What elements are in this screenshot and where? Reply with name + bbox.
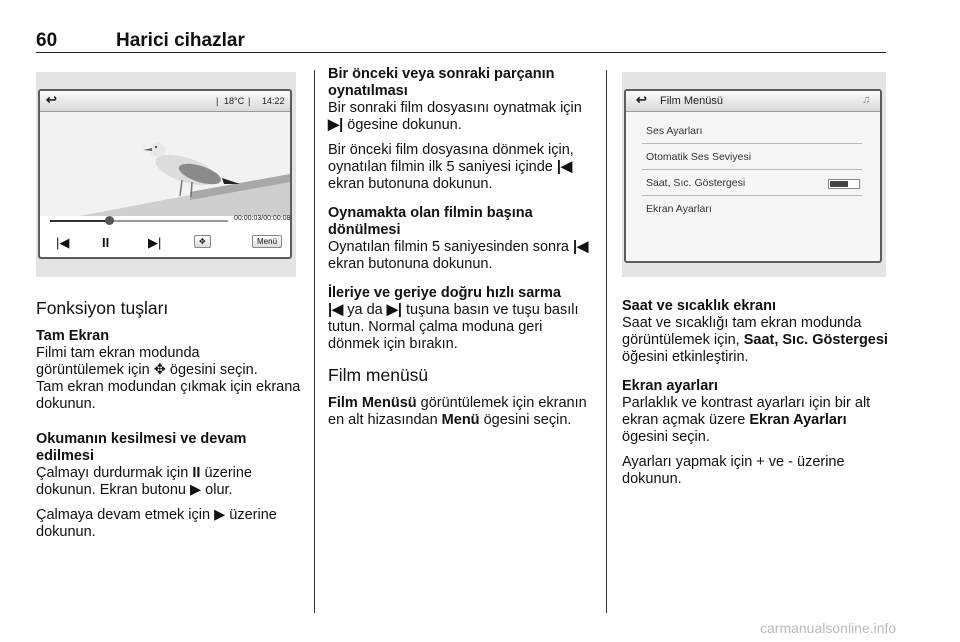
page-title: Harici cihazlar	[116, 30, 245, 51]
elapsed-time: 00:00:03/00:00:08	[234, 215, 291, 222]
back-icon[interactable]: ↩	[636, 92, 647, 107]
temperature-readout: 18°C	[224, 96, 245, 106]
page-header	[36, 30, 886, 52]
resume-paragraph: Çalmaya devam etmek için ▶ üzerine dokunun.	[36, 507, 277, 540]
subheading-full-screen: Tam Ekran	[36, 328, 110, 344]
playback-progress-bar[interactable]	[50, 220, 228, 222]
fullscreen-button[interactable]	[194, 235, 211, 248]
column-divider-2	[606, 70, 607, 613]
subheading-pause-resume: Okumanın kesilmesi ve devam edilmesi	[36, 431, 247, 464]
previous-track-icon[interactable]: |◀	[56, 235, 70, 250]
section-heading-function-keys: Fonksiyon tuşları	[36, 298, 169, 318]
video-frame-seagull	[40, 112, 290, 216]
film-menu-paragraph: Film Menüsü görüntülemek için ekranın en alt hizasından Menü ögesini seçin.	[328, 395, 587, 428]
subheading-restart: Oynamakta olan filmin başına dönülmesi	[328, 205, 533, 238]
display-settings-paragraph: Parlaklık ve kontrast ayarları için bir alt ekran açmak üzere Ekran Ayarları ögesini seçin.	[622, 395, 871, 445]
subheading-fast-forward: İleriye ve geriye doğru hızlı sarma	[328, 285, 561, 301]
pause-icon: II	[192, 465, 201, 481]
subheading-prev-next: Bir önceki veya sonraki parçanın oynatılması	[328, 66, 555, 99]
fullscreen-icon: ✥	[153, 362, 166, 378]
next-track-icon[interactable]: ▶|	[148, 235, 162, 250]
full-screen-line-1: Filmi tam ekran modunda	[36, 345, 200, 361]
clock-temp-paragraph: Saat ve sıcaklığı tam ekran modunda görüntülemek için, Saat, Sıc. Göstergesi öğesini etkinleştirin.	[622, 315, 888, 365]
subheading-display-settings: Ekran ayarları	[622, 378, 718, 394]
page-number: 60	[36, 30, 58, 51]
pause-paragraph: Çalmayı durdurmak için II üzerine dokunun. Ekran butonu ▶ olur.	[36, 465, 252, 498]
video-player-illustration	[36, 72, 296, 277]
pause-icon[interactable]: II	[102, 235, 110, 250]
playback-progress-knob[interactable]	[105, 216, 114, 225]
adjust-paragraph: Ayarları yapmak için + ve - üzerine dokunun.	[622, 454, 845, 487]
previous-track-icon: |◀	[328, 302, 344, 318]
back-icon[interactable]: ↩	[46, 92, 57, 107]
watermark: carmanualsonline.info	[760, 620, 897, 636]
film-menu-screen	[624, 89, 882, 263]
clock-readout: 14:22	[262, 96, 285, 106]
subheading-clock-temp: Saat ve sıcaklık ekranı	[622, 298, 776, 314]
column-2-text	[328, 66, 596, 437]
section-heading-film-menu: Film menüsü	[328, 365, 429, 385]
video-player-screen	[38, 89, 292, 259]
full-screen-line-2: görüntülemek için ✥ ögesini seçin.	[36, 362, 258, 378]
previous-file-paragraph: Bir önceki film dosyasına dönmek için, oynatılan filmin ilk 5 saniyesi içinde |◀ ekran butonuna dokunun.	[328, 142, 574, 192]
next-track-icon: ▶|	[386, 302, 402, 318]
next-file-paragraph: Bir sonraki film dosyasını oynatmak için ▶| ögesine dokunun.	[328, 100, 582, 133]
menu-item-sound-settings[interactable]: Ses Ayarları	[642, 119, 862, 144]
film-menu-illustration	[622, 72, 886, 277]
player-controls	[40, 231, 290, 255]
music-icon: ♫	[862, 94, 871, 106]
column-3-text	[622, 298, 890, 496]
menu-item-auto-volume[interactable]: Otomatik Ses Seviyesi	[642, 145, 862, 170]
play-icon: ▶	[189, 482, 202, 498]
menu-item-clock-temp[interactable]: Saat, Sıc. Göstergesi	[642, 171, 862, 196]
film-menu-title: Film Menüsü	[660, 95, 723, 107]
status-bar: ↩ | 18°C | 14:22	[40, 91, 290, 112]
playback-progress-fill	[50, 220, 109, 222]
clock-temp-toggle[interactable]	[828, 179, 860, 189]
header-divider	[36, 52, 886, 53]
column-1-text	[36, 298, 306, 549]
next-track-icon: ▶|	[328, 117, 344, 133]
column-divider-1	[314, 70, 315, 613]
film-menu-title-bar	[626, 91, 880, 112]
previous-track-icon: |◀	[573, 239, 589, 255]
restart-paragraph: Oynatılan filmin 5 saniyesinden sonra |◀ ekran butonuna dokunun.	[328, 239, 589, 272]
menu-button[interactable]: Menü	[252, 235, 282, 248]
play-icon: ▶	[214, 507, 226, 523]
fullscreen-icon: ✥	[199, 237, 206, 246]
previous-track-icon: |◀	[556, 159, 573, 175]
fast-forward-paragraph: |◀ ya da ▶| tuşuna basın ve tuşu basılı tutun. Normal çalma moduna geri dönmek için bırakın.	[328, 302, 579, 352]
menu-item-display-settings[interactable]: Ekran Ayarları	[646, 203, 712, 215]
full-screen-exit-text: Tam ekran modundan çıkmak için ekrana dokunun.	[36, 379, 301, 412]
